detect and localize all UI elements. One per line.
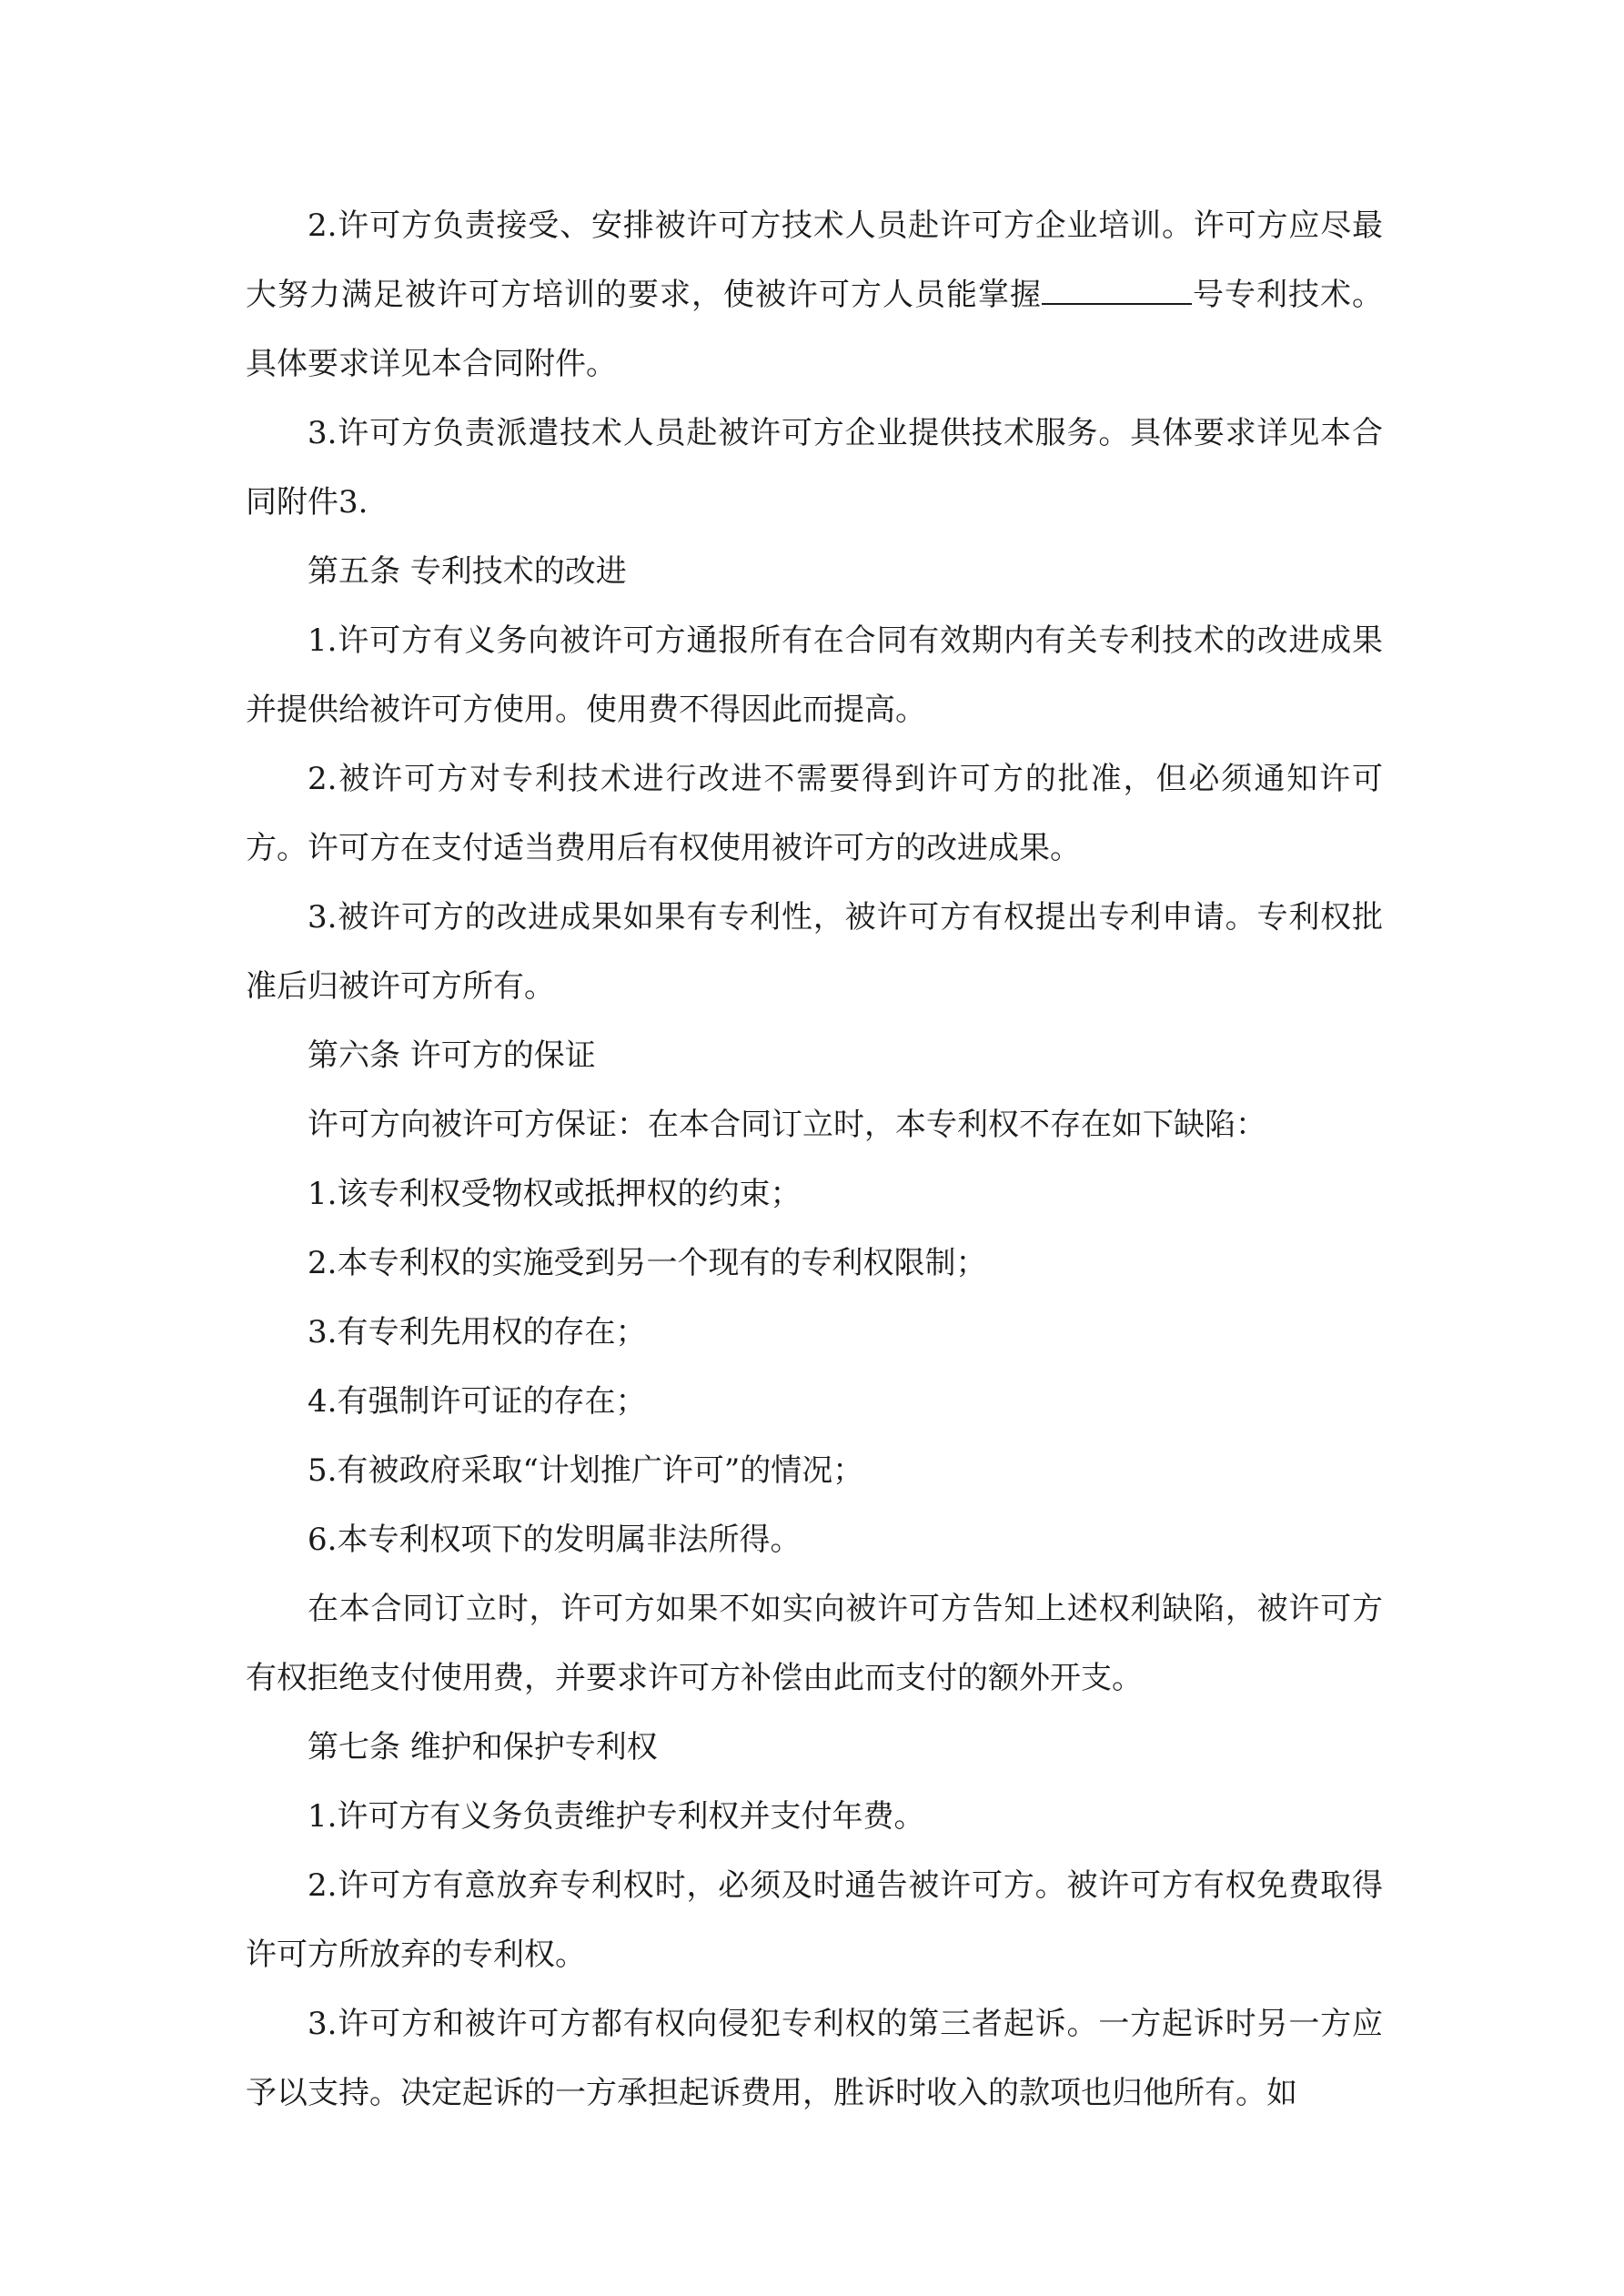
article-7-item-2: 2.许可方有意放弃专利权时，必须及时通告被许可方。被许可方有权免费取得许可方所放弃的专利权。: [246, 1867, 1383, 1973]
article-6-heading: 第六条 许可方的保证: [308, 1037, 596, 1074]
paragraph-technical-service: 3.许可方负责派遣技术人员赴被许可方企业提供技术服务。具体要求详见本合同附件3.: [246, 415, 1383, 521]
paragraph-training-tail: 号专利技术。具体要求详见本合同附件。: [246, 277, 1383, 382]
contract-body: [246, 191, 1383, 2128]
paragraph-training: [246, 191, 1383, 399]
article-5-heading: 第五条 专利技术的改进: [308, 553, 627, 590]
article-5-item-3: 3.被许可方的改进成果如果有专利性，被许可方有权提出专利申请。专利权批准后归被许可方所有。: [246, 899, 1383, 1005]
article-7-item-3: 3.许可方和被许可方都有权向侵犯专利权的第三者起诉。一方起诉时另一方应予以支持。决定起诉的一方承担起诉费用，胜诉时收入的款项也归他所有。如: [246, 2006, 1383, 2111]
article-6-item-4: 4.有强制许可证的存在；: [308, 1383, 647, 1420]
patent-number-blank: [1042, 278, 1192, 305]
article-6-item-6: 6.本专利权项下的发明属非法所得。: [308, 1522, 802, 1558]
article-6-closing: 在本合同订立时，许可方如果不如实向被许可方告知上述权利缺陷，被许可方有权拒绝支付使用费，并要求许可方补偿由此而支付的额外开支。: [246, 1591, 1383, 1696]
article-6-item-2: 2.本专利权的实施受到另一个现有的专利权限制；: [308, 1245, 987, 1281]
article-6-item-3: 3.有专利先用权的存在；: [308, 1314, 647, 1350]
article-7-item-1: 1.许可方有义务负责维护专利权并支付年费。: [308, 1798, 925, 1835]
article-6-item-1: 1.该专利权受物权或抵押权的约束；: [308, 1176, 802, 1212]
article-5-item-1: 1.许可方有义务向被许可方通报所有在合同有效期内有关专利技术的改进成果并提供给被许可方使用。使用费不得因此而提高。: [246, 622, 1383, 728]
article-7-heading: 第七条 维护和保护专利权: [308, 1729, 658, 1765]
paragraph-training-text: 2.许可方负责接受、安排被许可方技术人员赴许可方企业培训。许可方应尽最大努力满足被许可方培训的要求，使被许可方人员能掌握: [246, 207, 1383, 313]
article-6-item-5: 5.有被政府采取“计划推广许可”的情况；: [308, 1452, 864, 1489]
article-5-item-2: 2.被许可方对专利技术进行改进不需要得到许可方的批准，但必须通知许可方。许可方在支付适当费用后有权使用被许可方的改进成果。: [246, 761, 1383, 866]
article-6-intro: 许可方向被许可方保证：在本合同订立时，本专利权不存在如下缺陷：: [308, 1107, 1266, 1143]
